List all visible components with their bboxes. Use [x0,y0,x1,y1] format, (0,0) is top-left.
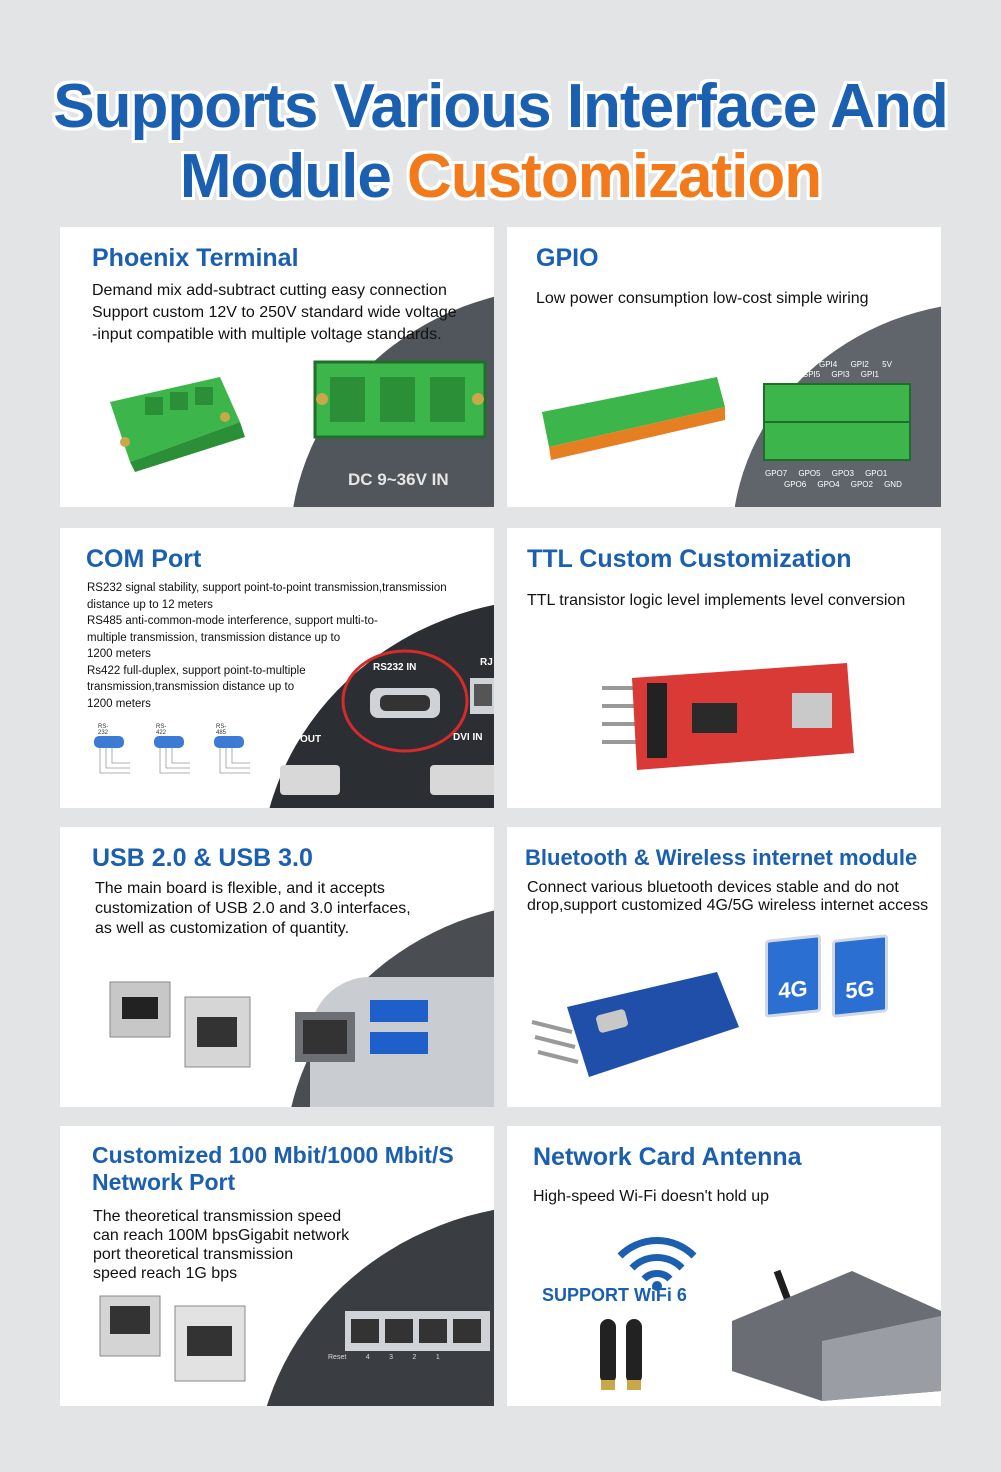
card-description: TTL transistor logic level implements level conversion [527,592,906,609]
rj45-jack-icon [95,1286,255,1396]
card-title: TTL Custom Customization [527,545,852,573]
card-title: USB 2.0 & USB 3.0 [92,844,313,872]
card-title: Bluetooth & Wireless internet module [525,845,918,870]
out-label: OUT [300,734,322,745]
mini-pc-device-icon [722,1251,941,1401]
mini-usb-connector-icon [100,967,260,1077]
card-description: The theoretical transmission speed can reach 100M bpsGigabit network port theoretical transmission speed reach 1G bps [93,1208,350,1282]
dvi-label: DVI IN [453,732,483,743]
card-description: High-speed Wi-Fi doesn't hold up [533,1188,770,1205]
card-description: Low power consumption low-cost simple wiring [536,290,869,307]
panel-label: DC 9~36V IN [348,470,449,489]
db9-diagrams-icon [90,733,260,778]
gpio-top-labels-2: GPI5 GPI3 GPI1 [802,370,879,379]
ttl-board-icon [592,658,862,773]
rj-label: RJ [480,657,493,668]
bluetooth-module-icon [527,967,747,1082]
gpio-bottom-labels: GPO7 GPO5 GPO3 GPO1 [765,469,888,478]
card-description: Demand mix add-subtract cutting easy connection Support custom 12V to 250V standard wide voltage -input compatible with multiple voltage standards. [92,282,457,343]
card-description: Connect various bluetooth devices stable and do not drop,support customized 4G/5G wireless internet access [527,879,929,914]
card-title: Phoenix Terminal [92,244,299,272]
card-antenna [507,1126,941,1406]
page-title-line2: Module Customization [179,142,822,211]
dvi-port-icon [280,760,494,800]
card-description: The main board is flexible, and it accepts customization of USB 2.0 and 3.0 interfaces, as well as customization of quantity. [95,880,411,937]
quad-lan-ports-icon [345,1311,490,1351]
card-description: RS232 signal stability, support point-to-point transmission,transmission distance up to 12 meters RS485 anti-common-mode interference, support multi-to- multiple transmission, transmission distance up to 1200 meters Rs422 full-duplex, support point-to-multiple transmission,transmission distance up to 1200 meters [87,582,447,710]
card-gpio [507,227,941,507]
card-usb [60,827,494,1107]
rj45-port-icon [468,676,494,716]
rj45-usb-ports-icon [295,992,494,1072]
badge-5g: 5G [832,934,888,1018]
lan-port-labels: Reset 4 3 2 1 [328,1354,440,1361]
card-title: Customized 100 Mbit/1000 Mbit/S Network Port [92,1142,454,1195]
card-network-port [60,1126,494,1406]
rs232-label: RS232 IN [373,662,417,673]
gpio-bottom-labels-2: GPO6 GPO4 GPO2 GND [784,480,902,489]
phoenix-connector-icon [100,372,250,472]
card-com-port: COM Port RS232 signal stability, support point-to-point transmission,transmission distance up to 12 meters RS485 anti-common-mode interference, support multi-to- multiple transmission, transmission distance up to 1200 meters Rs422 full-duplex, support point-to-multiple transmission,transmission distance up to 1200 meters RS-232 RS-422 RS-485 RS232 IN RJ OUT DVI IN [60,528,494,808]
badge-4g: 4G [765,934,821,1018]
card-ttl [507,528,941,808]
card-bluetooth [507,827,941,1107]
phoenix-panel-connector-icon [310,357,490,447]
wifi6-label: SUPPORT WiFi 6 [542,1285,687,1305]
gpio-terminal-strip-icon [537,372,727,462]
antenna-sticks-icon [592,1314,652,1394]
card-phoenix-terminal [60,227,494,507]
gpio-top-labels: GPI4 GPI2 5V [819,360,892,369]
gpio-panel-connector-icon [762,382,912,462]
card-title: GPIO [536,244,599,272]
card-title: Network Card Antenna [533,1143,802,1171]
wifi-icon [612,1226,702,1291]
page-title-line1: Supports Various Interface And [53,72,948,141]
card-title: COM Port [86,545,202,573]
